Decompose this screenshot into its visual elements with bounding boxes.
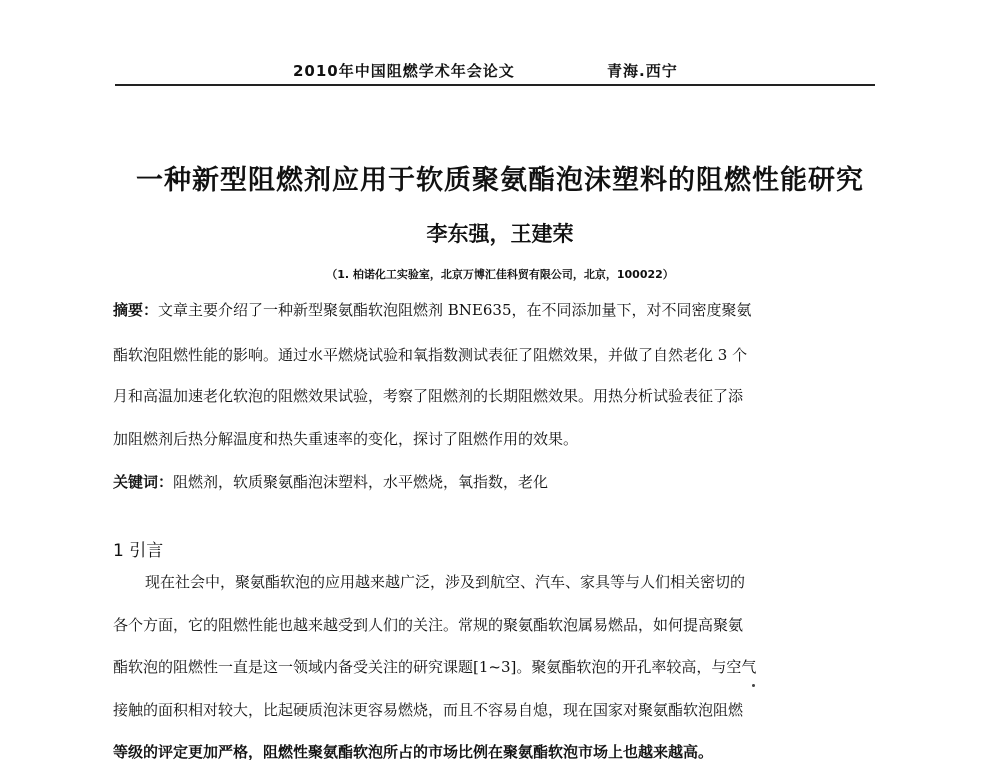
body-line: 各个方面，它的阻燃性能也越来越受到人们的关注。常规的聚氨酯软泡属易燃品，如何提高聚氨 (113, 616, 744, 634)
body-line: 现在社会中，聚氨酯软泡的应用越来越广泛，涉及到航空、汽车、家具等与人们相关密切的 (145, 573, 746, 591)
body-line: 接触的面积相对较大，比起硬质泡沫更容易燃烧，而且不容易自熄，现在国家对聚氨酯软泡阻燃 (113, 701, 744, 719)
paper-authors: 李东强，王建荣 (426, 222, 574, 246)
abstract-line: 月和高温加速老化软泡的阻燃效果试验，考察了阻燃剂的长期阻燃效果。用热分析试验表征了添 (113, 387, 744, 405)
keywords-line (113, 472, 548, 492)
scan-speck (752, 684, 755, 687)
abstract-label: 摘要： (113, 301, 159, 319)
abstract-line (113, 300, 752, 320)
page-header (115, 58, 875, 86)
abstract-text: 文章主要介绍了一种新型聚氨酯软泡阻燃剂 BNE635，在不同添加量下，对不同密度聚氨 (158, 301, 752, 319)
body-line: 酯软泡的阻燃性一直是这一领域内备受关注的研究课题[1~3]。聚氨酯软泡的开孔率较高，与空气 (113, 658, 757, 676)
conference-location: 青海.西宁 (607, 62, 678, 80)
keywords-label: 关键词： (113, 473, 174, 491)
body-line: 等级的评定更加严格，阻燃性聚氨酯软泡所占的市场比例在聚氨酯软泡市场上也越来越高。 (113, 743, 714, 760)
author-affiliation: （1. 柏诺化工实验室，北京万博汇佳科贸有限公司，北京，100022） (326, 268, 674, 281)
conference-name: 2010年中国阻燃学术年会论文 (293, 62, 515, 80)
abstract-line: 酯软泡阻燃性能的影响。通过水平燃烧试验和氧指数测试表征了阻燃效果，并做了自然老化 3 个 (113, 346, 748, 364)
section-heading: 1 引言 (113, 541, 164, 561)
abstract-line: 加阻燃剂后热分解温度和热失重速率的变化，探讨了阻燃作用的效果。 (113, 430, 579, 448)
paper-title: 一种新型阻燃剂应用于软质聚氨酯泡沫塑料的阻燃性能研究 (136, 165, 864, 196)
keywords-text: 阻燃剂，软质聚氨酯泡沫塑料，水平燃烧，氧指数，老化 (173, 473, 549, 491)
